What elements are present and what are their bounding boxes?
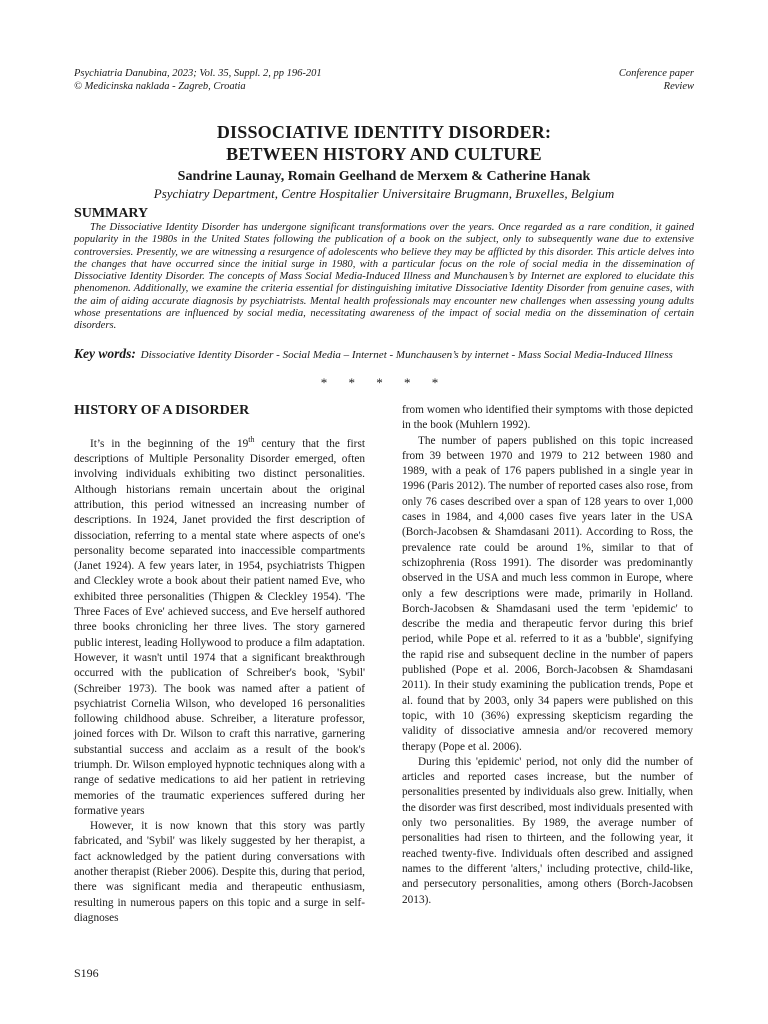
section-heading: HISTORY OF A DISORDER xyxy=(74,403,250,418)
paragraph-5: During this 'epidemic' period, not only did the number of articles and reported cases increase, but the number of personalities presented by individuals also grew. Initially, when the disorder was first described, most individuals presented with only two personalities. By 1989, the average number of personalities had risen to thirteen, and the following year, it reached twenty-five. Individuals often described and assigned names to the different 'alters,' including protective, child-like, and persecutory personalities, among others (Borch-Jacobsen 2013). xyxy=(402,755,693,906)
authors: Sandrine Launay, Romain Geelhand de Merxem & Catherine Hanak xyxy=(177,169,591,184)
affiliation: Psychiatry Department, Centre Hospitalier Universitaire Brugmann, Bruxelles, Belgium xyxy=(153,186,615,201)
summary-heading: SUMMARY xyxy=(74,206,149,221)
keywords xyxy=(74,346,714,363)
paragraph-3: from women who identified their symptoms with those depicted in the book (Muhlern 1992). xyxy=(402,404,693,432)
keywords-label: Key words: xyxy=(74,346,136,361)
article-type xyxy=(619,67,694,93)
paragraph-1: It’s in the beginning of the 19th century that the first descriptions of Multiple Personality Disorder emerged, often involving individuals exhibiting two distinct personalities. Although historians remain uncertain about the original attribution, this period witnessed an increasing number of descriptions. In 1924, Janet provided the first description of dissociation, referring to a mental state where aspects of one's personality become separated into inaccessible compartments (Janet 1924). A few years later, in 1954, psychiatrists Thigpen and Cleckley wrote a book about their patient named Eve, who exhibited three personalities (Thigpen & Cleckley 1954). 'The Three Faces of Eve' achieved success, and Eve herself authored three books chronicling her three lives. The story garnered public interest, leading Hollywood to produce a film adaptation. However, it wasn't until 1974 that a significant breakthrough occurred with the publication of Schreiber's book, 'Sybil' (Schreiber 1973). The book was named after a patient of psychiatrist Cornelia Wilson, who developed 16 personalities following childhood abuse. Schreiber, a literature professor, joined forces with Dr. Wilson to craft this narrative, garnering substantial success and acclaim as a result of the book's triumph. Dr. Wilson employed hypnotic techniques along with a range of sedative medications to aid her patient in retrieving memories of the traumatic experiences suffered during her formative years xyxy=(74,435,365,817)
journal-line: Psychiatria Danubina, 2023; Vol. 35, Suppl. 2, pp 196-201 xyxy=(74,68,322,79)
publisher-line: © Medicinska naklada - Zagreb, Croatia xyxy=(74,81,246,92)
title-block xyxy=(74,121,694,202)
journal-citation xyxy=(74,67,322,93)
title-line-1: DISSOCIATIVE IDENTITY DISORDER: xyxy=(216,122,552,142)
category-line: Review xyxy=(663,81,694,92)
left-column xyxy=(74,432,365,926)
abstract-text: The Dissociative Identity Disorder has undergone significant transformations over the years. Once regarded as a rare condition, it gained popularity in the 1980s in the United States following the publication of a book on the subject, only to subsequently wane due to extensive controversies. Presently, we are witnessing a resurgence of adolescents who believe they may be afflicted by this disorder. This article delves into the changes that have occurred since the initial surge in 1980, with a particular focus on the role of social media in the dissemination of Dissociative Identity Disorder. The concepts of Mass Social Media-Induced Illness and Munchausen’s by Internet are explored to elucidate this phenomenon. Additionally, we examine the criteria essential for distinguishing imitative Dissociative Identity Disorder from genuine cases, with the aim of aiding accurate diagnosis by psychiatrists. Mental health professionals may encounter new challenges when assessing young adults whose presentations are influenced by social media, necessitating awareness of the impact of social media on the dissemination of certain disorders. xyxy=(74,222,694,332)
type-line: Conference paper xyxy=(618,68,694,79)
keywords-text: Dissociative Identity Disorder - Social Media – Internet - Munchausen’s by internet - Mass Social Media-Induced Illness xyxy=(140,349,673,361)
section-separator: * * * * * xyxy=(320,375,448,390)
page-number: S196 xyxy=(74,966,99,980)
right-column xyxy=(402,403,693,908)
paragraph-4: The number of papers published on this topic increased from 39 between 1970 and 1979 to 212 between 1980 and 1989, with a peak of 176 papers published in a single year in 1996 (Paris 2012). The number of reported cases also rose, from only 76 cases described over a span of 128 years to over 1,000 cases in 1984, and 4,000 cases five years later in the USA (Borch-Jacobsen & Shamdasani 2011). According to Ross, the prevalence rate could be around 1%, similar to that of schizophrenia (Ross 1991). The disorder was predominantly observed in the USA and much less common in Europe, where only a few descriptions were made, primarily in Holland. Borch-Jacobsen & Shamdasani used the term 'epidemic' to describe the media and therapeutic fervor during this brief period, while Pope et al. referred to it as a 'bubble', signifying the rapid rise and subsequent decline in the number of papers published (Pope et al. 2006, Borch-Jacobsen & Shamdasani 2011). In their study examining the publication trends, Pope et al. found that by 2003, only 34 papers were published on this topic, with 10 (36%) expressing skepticism regarding the validity of dissociative amnesia and/or recovered memory therapy (Pope et al. 2006). xyxy=(402,434,693,753)
title-line-2: BETWEEN HISTORY AND CULTURE xyxy=(226,144,542,164)
paragraph-2: However, it is now known that this story was partly fabricated, and 'Sybil' was likely suggested by her therapist, a fact acknowledged by the patient during conversations with another therapist (Rieber 2006). Despite this, during that period, there was significant media and therapeutic enthusiasm, resulting in numerous papers on this topic and a surge in self-diagnoses xyxy=(74,820,365,924)
